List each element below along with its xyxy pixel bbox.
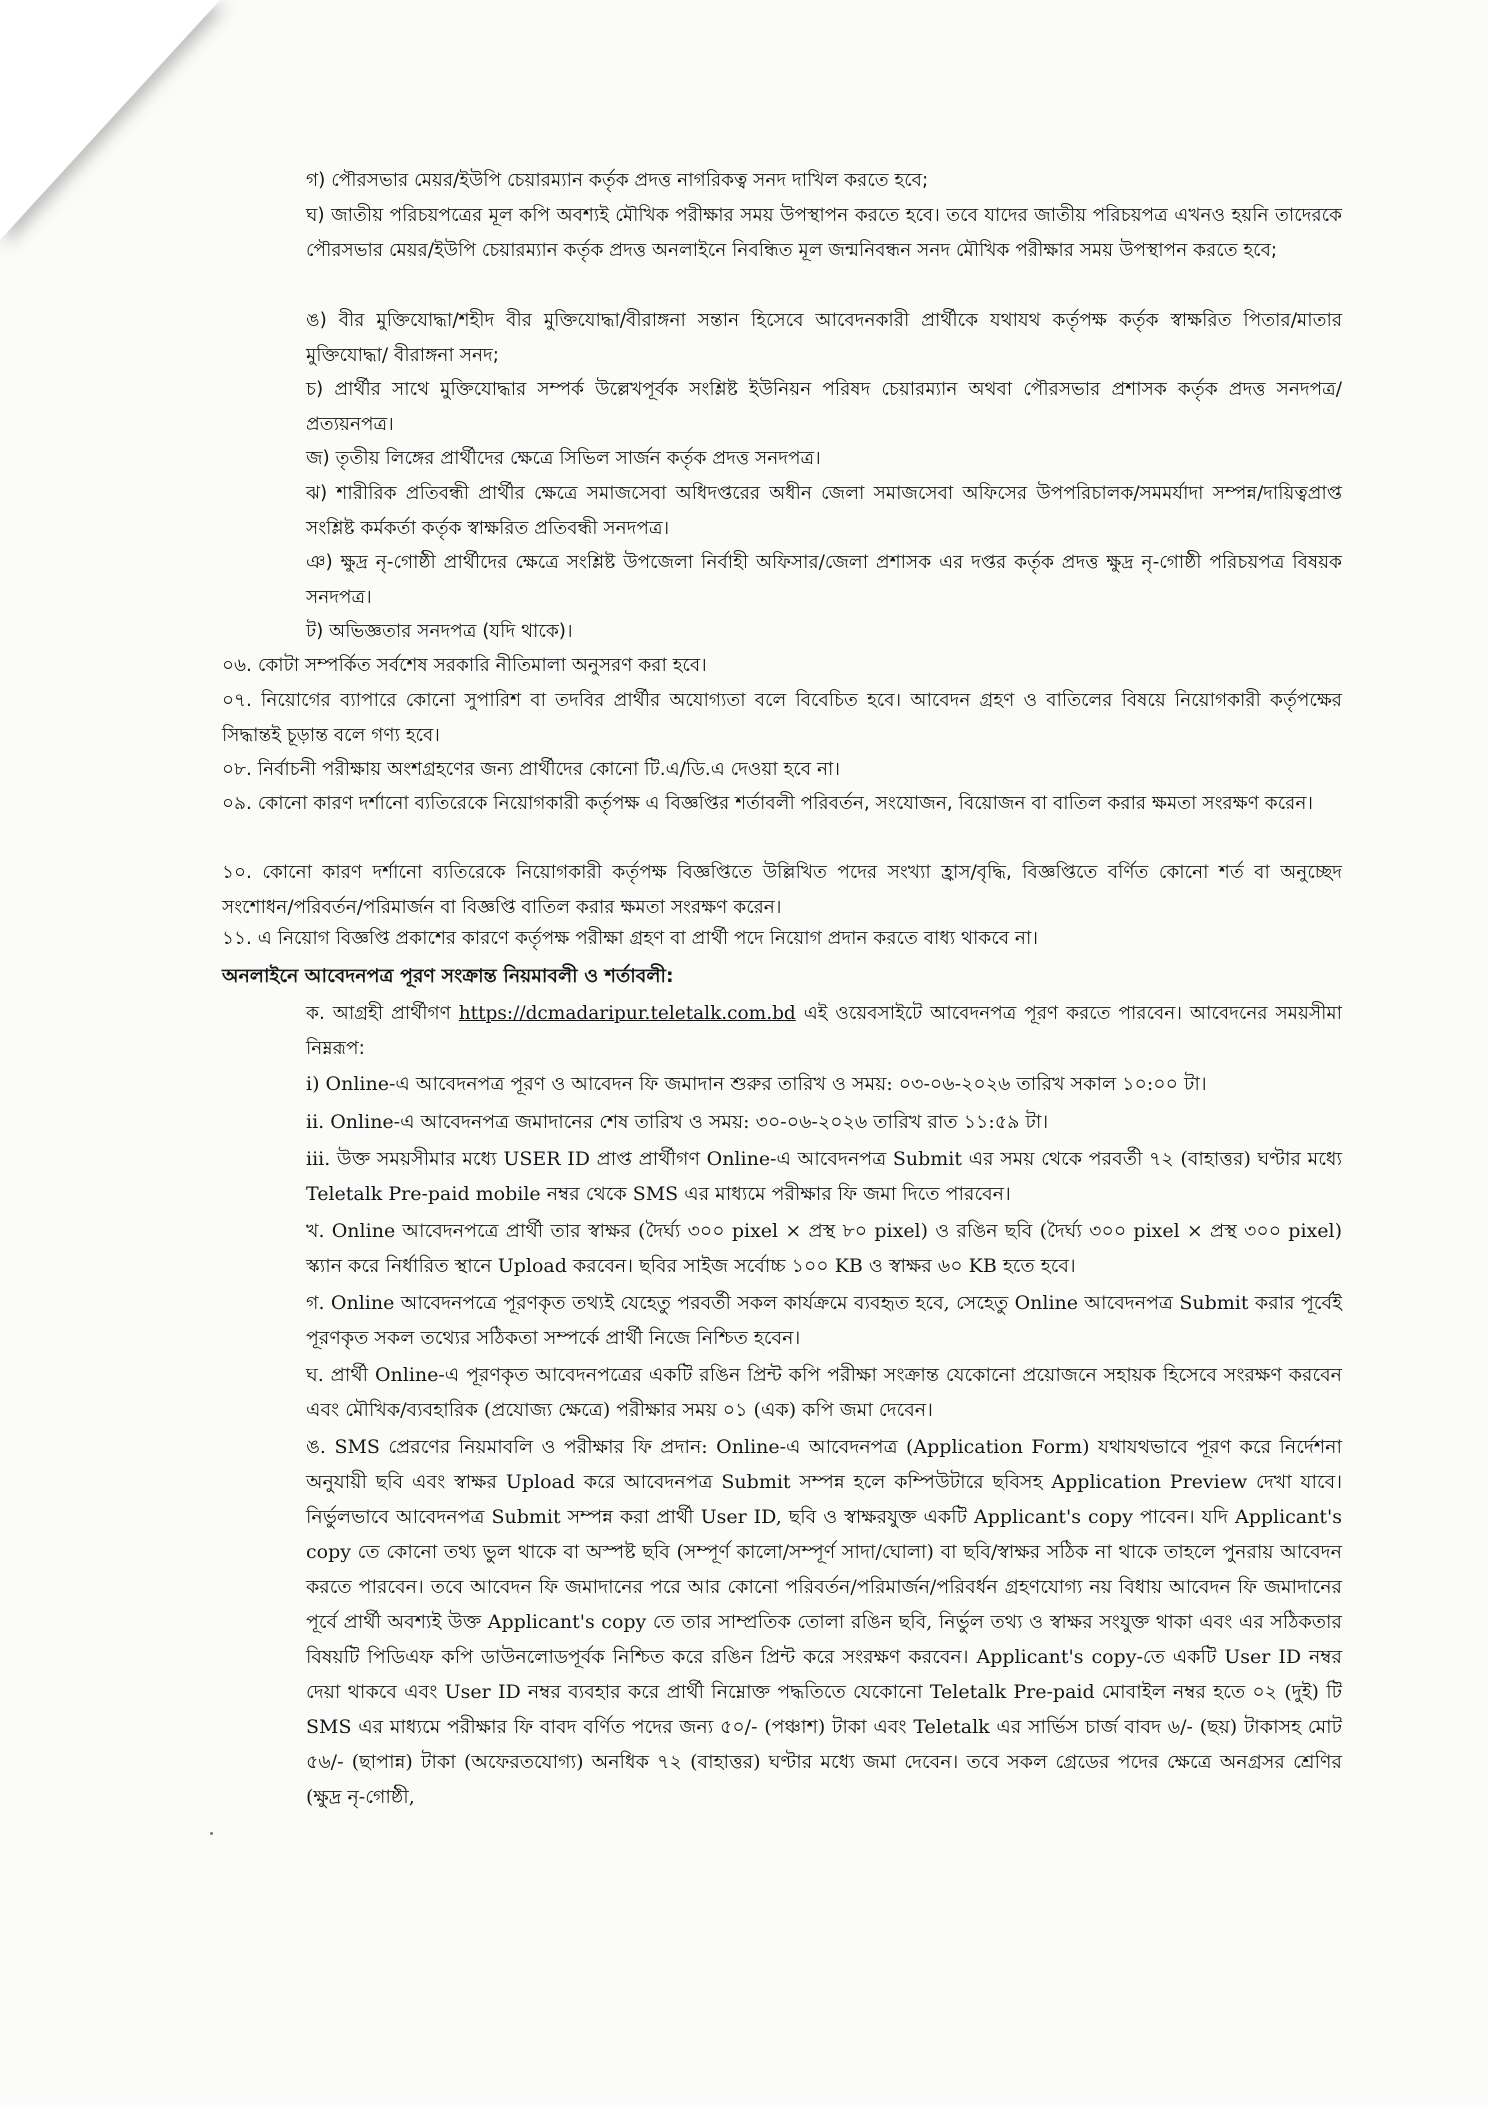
item-ny: ঞ) ক্ষুদ্র নৃ-গোষ্ঠী প্রার্থীদের ক্ষেত্রে সংশ্লিষ্ট উপজেলা নির্বাহী অফিসার/জেলা প্রশাসক এর দপ্তর কর্তৃক প্রদত্ত ক্ষুদ্র নৃ-গোষ্ঠী পরিচয়পত্র বিষয়ক সনদপত্র। xyxy=(306,552,1342,608)
ka-rest: এই ওয়েবসাইটে আবেদনপত্র পূরণ করতে পারবেন। আবেদনের সময়সীমা নিম্নরূপ: xyxy=(306,1003,1343,1059)
online-item-ka xyxy=(306,996,1342,1066)
website-link[interactable]: https://dcmadaripur.teletalk.com.bd xyxy=(458,1003,796,1024)
online-item-gha: ঘ. প্রার্থী Online-এ পূরণকৃত আবেদনপত্রের একটি রঙিন প্রিন্ট কপি পরীক্ষা সংক্রান্ত যেকোনো প্রয়োজনে সহায়ক হিসেবে সংরক্ষণ করবেন এবং মৌখিক/ব্যবহারিক (প্রযোজ্য ক্ষেত্রে) পরীক্ষার সময় ০১ (এক) কপি জমা দেবেন। xyxy=(306,1364,1342,1421)
scan-speck xyxy=(210,1832,213,1835)
online-item-i: i) Online-এ আবেদনপত্র পূরণ ও আবেদন ফি জমাদান শুরুর তারিখ ও সময়: ০৩-০৬-২০২৬ তারিখ সকাল ১০:০০ টা। xyxy=(306,1073,1207,1095)
item-j: জ) তৃতীয় লিঙ্গের প্রার্থীদের ক্ষেত্রে সিভিল সার্জন কর্তৃক প্রদত্ত সনদপত্র। xyxy=(306,448,821,469)
ka-intro: ক. আগ্রহী প্রার্থীগণ xyxy=(306,1003,459,1024)
item-jh: ঝ) শারীরিক প্রতিবন্ধী প্রার্থীর ক্ষেত্রে সমাজসেবা অধিদপ্তরের অধীন জেলা সমাজসেবা অফিসের উপপরিচালক/সমমর্যাদা সম্পন্ন/দায়িত্বপ্রাপ্ত সংশ্লিষ্ট কর্মকর্তা কর্তৃক স্বাক্ষরিত প্রতিবন্ধী সনদপত্র। xyxy=(306,483,1342,539)
clause-08: ০৮. নির্বাচনী পরীক্ষায় অংশগ্রহণের জন্য প্রার্থীদের কোনো টি.এ/ডি.এ দেওয়া হবে না। xyxy=(222,759,841,780)
item-ng: ঙ) বীর মুক্তিযোদ্ধা/শহীদ বীর মুক্তিযোদ্ধা/বীরাঙ্গনা সন্তান হিসেবে আবেদনকারী প্রার্থীকে যথাযথ কর্তৃপক্ষ কর্তৃক স্বাক্ষরিত পিতার/মাতার মুক্তিযোদ্ধা/ বীরাঙ্গনা সনদ; xyxy=(306,310,1342,366)
online-item-kha: খ. Online আবেদনপত্রে প্রার্থী তার স্বাক্ষর (দৈর্ঘ্য ৩০০ pixel × প্রস্থ ৮০ pixel) ও রঙিন ছবি (দৈর্ঘ্য ৩০০ pixel × প্রস্থ ৩০০ pixel) স্ক্যান করে নির্ধারিত স্থানে Upload করবেন। ছবির সাইজ সর্বোচ্চ ১০০ KB ও স্বাক্ষর ৬০ KB হতে হবে। xyxy=(306,1220,1342,1277)
item-g: গ) পৌরসভার মেয়র/ইউপি চেয়ারম্যান কর্তৃক প্রদত্ত নাগরিকত্ব সনদ দাখিল করতে হবে; xyxy=(306,170,929,191)
online-rules-heading: অনলাইনে আবেদনপত্র পূরণ সংক্রান্ত নিয়মাবলী ও শর্তাবলী: xyxy=(222,965,674,987)
clause-11: ১১. এ নিয়োগ বিজ্ঞপ্তি প্রকাশের কারণে কর্তৃপক্ষ পরীক্ষা গ্রহণ বা প্রার্থী পদে নিয়োগ প্রদান করতে বাধ্য থাকবে না। xyxy=(222,928,1038,949)
item-gh: ঘ) জাতীয় পরিচয়পত্রের মূল কপি অবশ্যই মৌখিক পরীক্ষার সময় উপস্থাপন করতে হবে। তবে যাদের জাতীয় পরিচয়পত্র এখনও হয়নি তাদেরকে পৌরসভার মেয়র/ইউপি চেয়ারম্যান কর্তৃক প্রদত্ত অনলাইনে নিবন্ধিত মূল জন্মনিবন্ধন সনদ মৌখিক পরীক্ষার সময় উপস্থাপন করতে হবে; xyxy=(306,205,1342,261)
clause-07: ০৭. নিয়োগের ব্যাপারে কোনো সুপারিশ বা তদবির প্রার্থীর অযোগ্যতা বলে বিবেচিত হবে। আবেদন গ্রহণ ও বাতিলের বিষয়ে নিয়োগকারী কর্তৃপক্ষের সিদ্ধান্তই চূড়ান্ত বলে গণ্য হবে। xyxy=(222,690,1342,746)
folded-corner xyxy=(0,0,220,240)
clause-06: ০৬. কোটা সম্পর্কিত সর্বশেষ সরকারি নীতিমালা অনুসরণ করা হবে। xyxy=(222,655,707,676)
online-item-nga: ঙ. SMS প্রেরণের নিয়মাবলি ও পরীক্ষার ফি প্রদান: Online-এ আবেদনপত্র (Application Form) যথাযথভাবে পূরণ করে নির্দেশনা অনুযায়ী ছবি এবং স্বাক্ষর Upload করে আবেদনপত্র Submit সম্পন্ন হলে কম্পিউটারে ছবিসহ Application Preview দেখা যাবে। নির্ভুলভাবে আবেদনপত্র Submit সম্পন্ন করা প্রার্থী User ID, ছবি ও স্বাক্ষরযুক্ত একটি Applicant's copy পাবেন। যদি Applicant's copy তে কোনো তথ্য ভুল থাকে বা অস্পষ্ট ছবি (সম্পূর্ণ কালো/সম্পূর্ণ সাদা/ঘোলা) বা ছবি/স্বাক্ষর সঠিক না থাকে তাহলে পুনরায় আবেদন করতে পারবেন। তবে আবেদন ফি জমাদানের পরে আর কোনো পরিবর্তন/পরিমার্জন/পরিবর্ধন গ্রহণযোগ্য নয় বিধায় আবেদন ফি জমাদানের পূর্বে প্রার্থী অবশ্যই উক্ত Applicant's copy তে তার সাম্প্রতিক তোলা রঙিন ছবি, নির্ভুল তথ্য ও স্বাক্ষর সংযুক্ত থাকা এবং এর সঠিকতার বিষয়টি পিডিএফ কপি ডাউনলোডপূর্বক নিশ্চিত করে রঙিন প্রিন্ট করে সংরক্ষণ করবেন। Applicant's copy-তে একটি User ID নম্বর দেয়া থাকবে এবং User ID নম্বর ব্যবহার করে প্রার্থী নিম্নোক্ত পদ্ধতিতে যেকোনো Teletalk Pre-paid মোবাইল নম্বর হতে ০২ (দুই) টি SMS এর মাধ্যমে পরীক্ষার ফি বাবদ বর্ণিত পদের জন্য ৫০/- (পঞ্চাশ) টাকা এবং Teletalk এর সার্ভিস চার্জ বাবদ ৬/- (ছয়) টাকাসহ মোট ৫৬/- (ছাপান্ন) টাকা (অফেরতযোগ্য) অনধিক ৭২ (বাহাত্তর) ঘণ্টার মধ্যে জমা দেবেন। তবে সকল গ্রেডের পদের ক্ষেত্রে অনগ্রসর শ্রেণির (ক্ষুদ্র নৃ-গোষ্ঠী, xyxy=(306,1436,1342,1808)
online-item-iii: iii. উক্ত সময়সীমার মধ্যে USER ID প্রাপ্ত প্রার্থীগণ Online-এ আবেদনপত্র Submit এর সময় থেকে পরবর্তী ৭২ (বাহাত্তর) ঘণ্টার মধ্যে Teletalk Pre-paid mobile নম্বর থেকে SMS এর মাধ্যমে পরীক্ষার ফি জমা দিতে পারবেন। xyxy=(306,1148,1342,1205)
item-ch: চ) প্রার্থীর সাথে মুক্তিযোদ্ধার সম্পর্ক উল্লেখপূর্বক সংশ্লিষ্ট ইউনিয়ন পরিষদ চেয়ারম্যান অথবা পৌরসভার প্রশাসক কর্তৃক প্রদত্ত সনদপত্র/প্রত্যয়নপত্র। xyxy=(306,379,1342,435)
online-item-ii: ii. Online-এ আবেদনপত্র জমাদানের শেষ তারিখ ও সময়: ৩০-০৬-২০২৬ তারিখ রাত ১১:৫৯ টা। xyxy=(306,1111,1049,1133)
clause-10: ১০. কোনো কারণ দর্শানো ব্যতিরেকে নিয়োগকারী কর্তৃপক্ষ বিজ্ঞপ্তিতে উল্লিখিত পদের সংখ্যা হ্রাস/বৃদ্ধি, বিজ্ঞপ্তিতে বর্ণিত কোনো শর্ত বা অনুচ্ছেদ সংশোধন/পরিবর্তন/পরিমার্জন বা বিজ্ঞপ্তি বাতিল করার ক্ষমতা সংরক্ষণ করেন। xyxy=(222,862,1342,918)
clause-09: ০৯. কোনো কারণ দর্শানো ব্যতিরেকে নিয়োগকারী কর্তৃপক্ষ এ বিজ্ঞপ্তির শর্তাবলী পরিবর্তন, সংযোজন, বিয়োজন বা বাতিল করার ক্ষমতা সংরক্ষণ করেন। xyxy=(222,793,1313,814)
item-t: ট) অভিজ্ঞতার সনদপত্র (যদি থাকে)। xyxy=(306,621,573,642)
online-item-ga: গ. Online আবেদনপত্রে পূরণকৃত তথ্যই যেহেতু পরবর্তী সকল কার্যক্রমে ব্যবহৃত হবে, সেহেতু Online আবেদনপত্র Submit করার পূর্বেই পূরণকৃত সকল তথ্যের সঠিকতা সম্পর্কে প্রার্থী নিজে নিশ্চিত হবেন। xyxy=(306,1292,1342,1349)
